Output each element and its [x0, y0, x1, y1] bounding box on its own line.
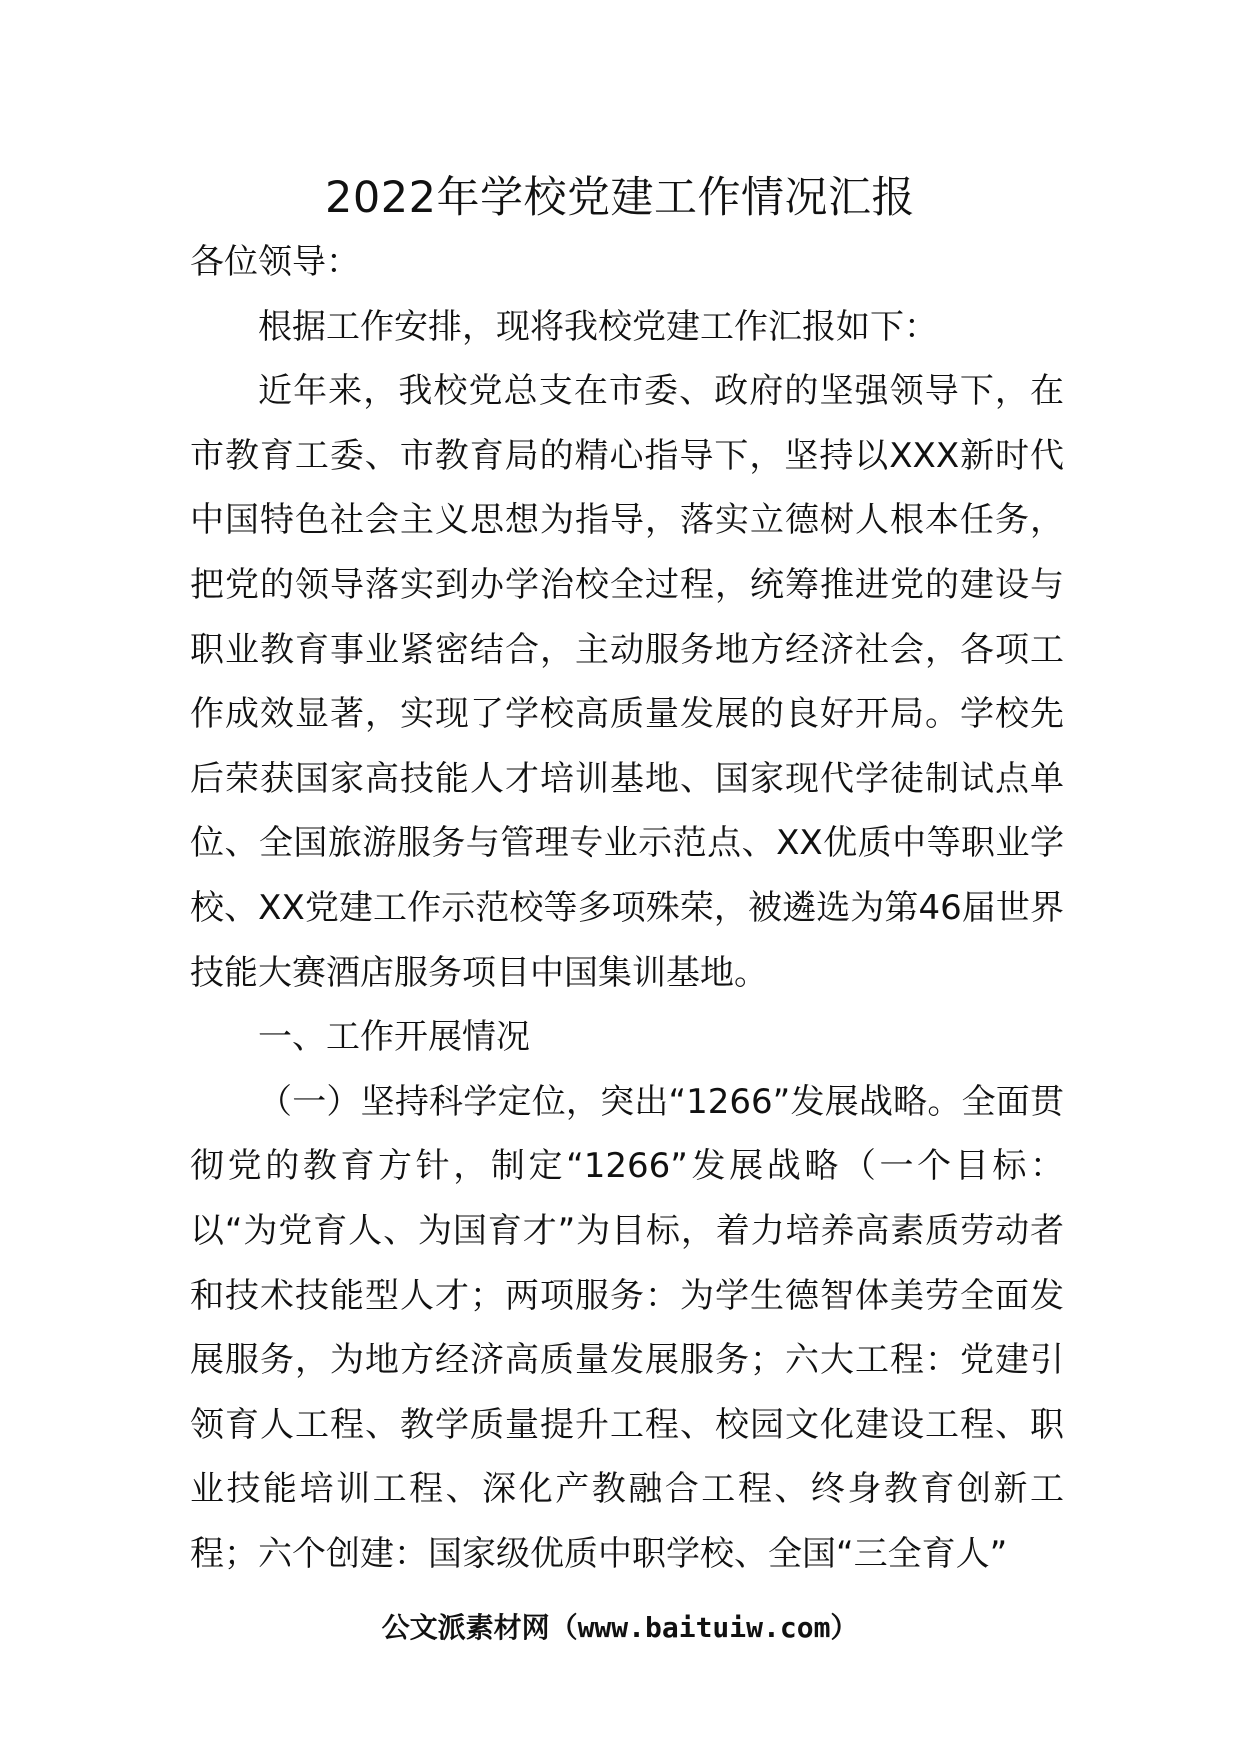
- paragraph-overview: 近年来，我校党总支在市委、政府的坚强领导下，在市教育工委、市教育局的精心指导下，坚持以XXX新时代中国特色社会主义思想为指导，落实立德树人根本任务，把党的领导落实到办学治校全过程，统筹推进党的建设与职业教育事业紧密结合，主动服务地方经济社会，各项工作成效显著，实现了学校高质量发展的良好开局。学校先后荣获国家高技能人才培训基地、国家现代学徒制试点单位、全国旅游服务与管理专业示范点、XX优质中等职业学校、XX党建工作示范校等多项殊荣，被遴选为第46届世界技能大赛酒店服务项目中国集训基地。: [190, 371, 1064, 993]
- salutation: 各位领导：: [190, 242, 360, 282]
- paragraph-strategy: （一）坚持科学定位，突出“1266”发展战略。全面贯彻党的教育方针，制定“1266”发展战略（一个目标：以“为党育人、为国育才”为目标，着力培养高素质劳动者和技术技能型人才；两项服务：为学生德智体美劳全面发展服务，为地方经济高质量发展服务；六大工程：党建引领育人工程、教学质量提升工程、校园文化建设工程、职业技能培训工程、深化产教融合工程、终身教育创新工程；六个创建：国家级优质中职学校、全国“三全育人”: [190, 1081, 1064, 1574]
- document-body: [190, 230, 1064, 1586]
- document-title: 2022年学校党建工作情况汇报: [325, 173, 915, 223]
- footer-watermark: 公文派素材网（www.baituiw.com）: [381, 1611, 859, 1644]
- paragraph-intro: 根据工作安排，现将我校党建工作汇报如下：: [258, 306, 938, 347]
- section-heading: 一、工作开展情况: [258, 1017, 530, 1058]
